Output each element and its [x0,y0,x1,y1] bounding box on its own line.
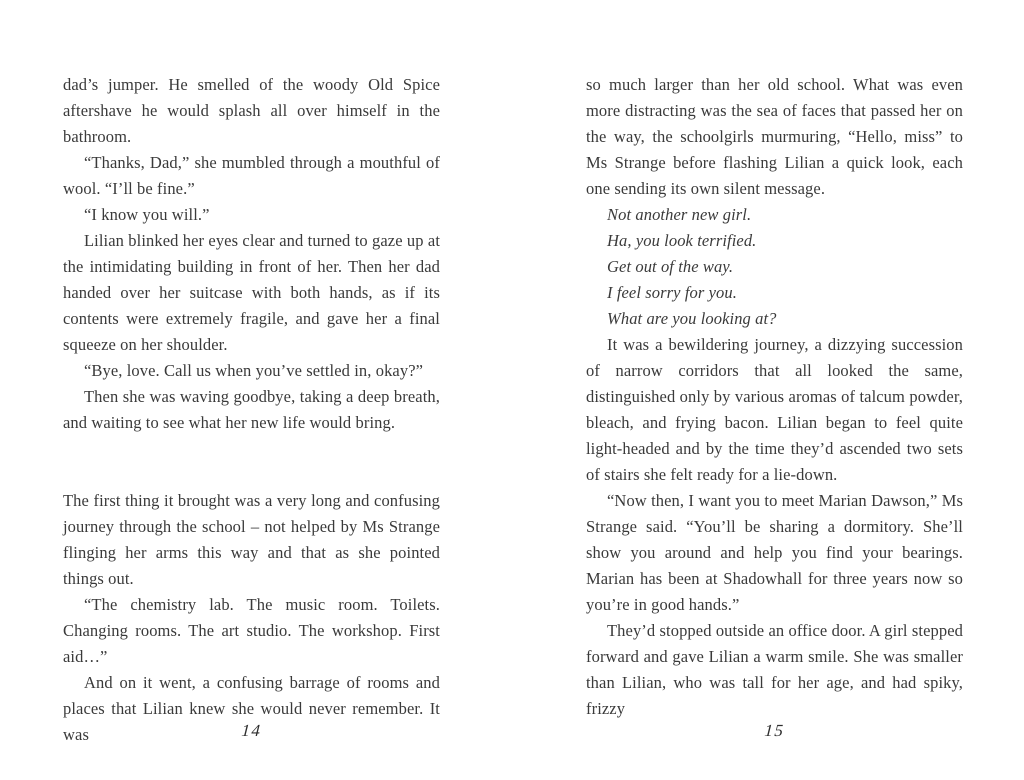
thought-line: I feel sorry for you. [607,283,737,302]
page-number-left: 14 [240,721,263,740]
thought-line: What are you looking at? [607,309,777,328]
thought-line: Not another new girl. [607,205,752,224]
thought-line: Ha, you look terrified. [607,231,757,250]
paragraph: They’d stopped outside an office door. A girl stepped forward and gave Lilian a warm smile. She was smaller than Lilian, who was tall for her age, and had spiky, frizzy [586,621,963,718]
paragraph: Lilian blinked her eyes clear and turned to gaze up at the intimidating building in front of her. Then her dad handed over her suitcase with both hands, as if its contents were extremely fragile, and gave her a final squeeze on her shoulder. [63,231,440,354]
book-page-right-text [586,72,963,722]
paragraph: “Thanks, Dad,” she mumbled through a mouthful of wool. “I’ll be fine.” [63,153,440,198]
paragraph: “Now then, I want you to meet Marian Dawson,” Ms Strange said. “You’ll be sharing a dormitory. She’ll show you around and help you find your bearings. Marian has been at Shadowhall for three years now so you’re in good hands.” [586,491,963,614]
paragraph: “I know you will.” [84,205,210,224]
book-page-left-text [63,72,440,748]
thought-line: Get out of the way. [607,257,734,276]
paragraph: Then she was waving goodbye, taking a deep breath, and waiting to see what her new life would bring. [63,387,440,432]
paragraph: so much larger than her old school. What was even more distracting was the sea of faces that passed her on the way, the schoolgirls murmuring, “Hello, miss” to Ms Strange before flashing Lilian a quick look, each one sending its own silent message. [586,75,963,198]
paragraph: “The chemistry lab. The music room. Toilets. Changing rooms. The art studio. The workshop. First aid…” [63,595,440,666]
page-number-right: 15 [763,721,786,740]
paragraph: “Bye, love. Call us when you’ve settled in, okay?” [84,361,424,380]
paragraph: And on it went, a confusing barrage of rooms and places that Lilian knew she would never remember. It was [63,673,440,744]
paragraph: dad’s jumper. He smelled of the woody Old Spice aftershave he would splash all over himself in the bathroom. [63,75,440,146]
paragraph: It was a bewildering journey, a dizzying succession of narrow corridors that all looked the same, distinguished only by various aromas of talcum powder, bleach, and frying bacon. Lilian began to feel quite light-headed and by the time they’d ascended two sets of stairs she felt ready for a lie-down. [586,335,963,484]
paragraph: The first thing it brought was a very long and confusing journey through the school – not helped by Ms Strange flinging her arms this way and that as she pointed things out. [63,491,440,588]
